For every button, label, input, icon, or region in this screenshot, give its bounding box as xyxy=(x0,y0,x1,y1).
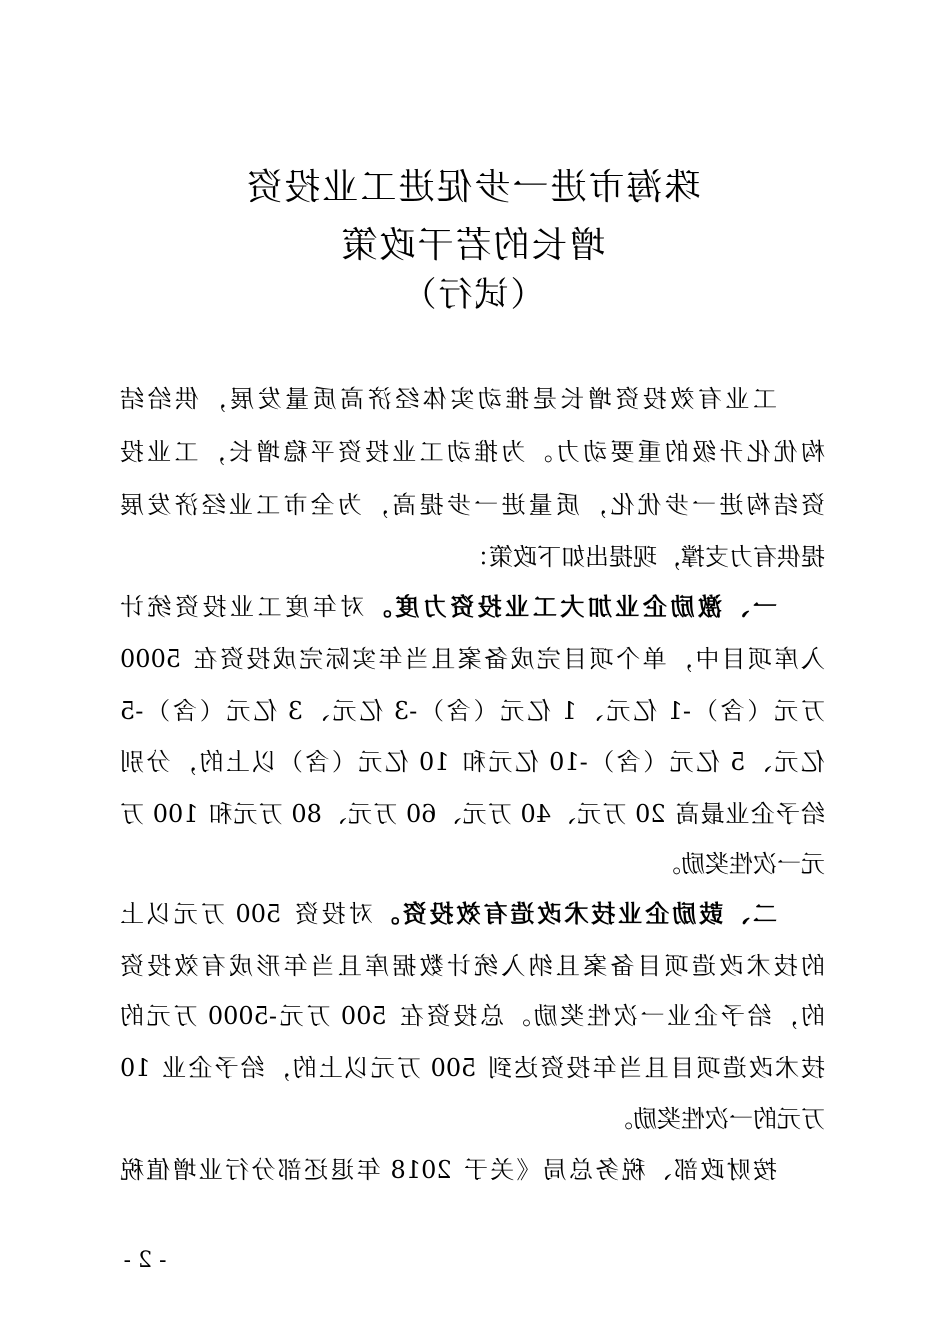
title-line-1: 珠海市进一步促进工业投资 xyxy=(244,167,701,208)
section2-line: 的，给予企业一次性奖励。总投资在 500 万元-5000 万元的 xyxy=(120,1002,825,1030)
intro-line: 工业有效投资增长是推动实体经济高质量发展，供给结 xyxy=(120,385,777,413)
section1-line: 给予企业最高 20 万元、40 万元、60 万元、80 万元和 100 万 xyxy=(120,800,825,828)
intro-line: 资结构进一步优化，质量进一步提高，为全市工业经济发展 xyxy=(120,491,825,519)
section1-line: 入库项目中，单个项目完成备案且当年实际完成投资在 5000 xyxy=(120,645,825,673)
section2-line: 万元的一次性奖励。 xyxy=(609,1105,825,1133)
section1-line: 元一次性奖励。 xyxy=(657,850,825,878)
section3-first-line: 按财政部、税务总局《关于 2018 年退还部分行业增值税 xyxy=(120,1156,777,1184)
section2-first-line xyxy=(120,899,777,928)
intro-line: 构优化升级的重要动力。为推动工业投资平稳增长，工业投 xyxy=(120,438,825,466)
page-number: - 2 - xyxy=(123,1248,167,1273)
section1-line: 万元（含）-1 亿元、1 亿元（含）-3 亿元、3 亿元（含）-5 xyxy=(120,697,825,725)
section1-first-line xyxy=(119,592,777,621)
section2-heading: 二、鼓励企业技术改造有效投资。 xyxy=(372,899,777,928)
section2-line: 技术改造项目且当年投资达到 500 万元以上的，给予企业 10 xyxy=(120,1054,825,1082)
section2-first-rest: 对投资 500 万元以上 xyxy=(120,900,373,928)
section2-line: 的技术改造项目备案且纳入统计数据库且当年形成有效投资 xyxy=(120,952,825,980)
section1-first-rest: 对年度工业投资统计 xyxy=(119,593,365,621)
title-line-3: （试行） xyxy=(400,275,545,315)
intro-line: 提供有力支撑，现提出如下政策： xyxy=(465,543,825,571)
title-line-2: 增长的若干政策 xyxy=(339,225,606,266)
section1-line: 亿元、5 亿元（含）-10 亿元和 10 亿元（含）以上的，分别 xyxy=(120,748,825,776)
section1-heading: 一、激励企业加大工业投资力度。 xyxy=(364,592,777,621)
